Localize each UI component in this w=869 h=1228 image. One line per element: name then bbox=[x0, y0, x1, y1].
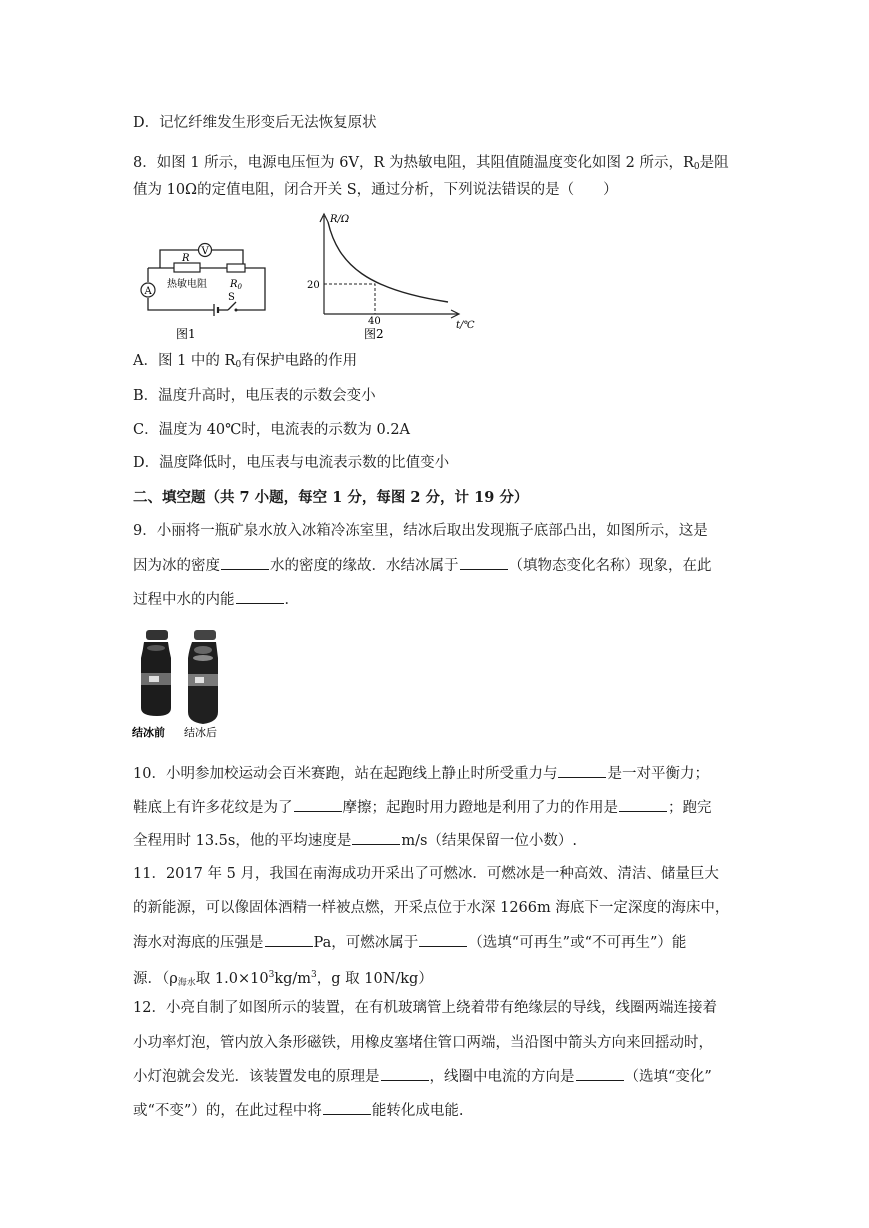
q8-stem-line1: 8．如图 1 所示，电源电压恒为 6V，R 为热敏电阻，其阻值随温度变化如图 2 所示，$R_0$是阻 bbox=[133, 155, 729, 172]
section-2-title: 二、填空题（共 7 小题，每空 1 分，每图 2 分，计 19 分） bbox=[133, 489, 529, 506]
svg-text:结冰前: 结冰前 bbox=[132, 726, 165, 739]
q8-option-c: C．温度为 40℃时，电流表的示数为 0.2A bbox=[133, 422, 411, 438]
svg-text:图2: 图2 bbox=[364, 327, 384, 341]
q9-bottle-figure bbox=[131, 628, 231, 740]
answer-blank[interactable] bbox=[294, 797, 342, 812]
svg-text:结冰后: 结冰后 bbox=[184, 726, 217, 739]
q9-line2: 因为冰的密度 水的密度的缘故．水结冰属于 （填物态变化名称）现象，在此 bbox=[133, 555, 712, 576]
q12-line2: 小功率灯泡，管内放入条形磁铁，用橡皮塞堵住管口两端，当沿图中箭头方向来回摇动时， bbox=[133, 1035, 713, 1051]
answer-blank[interactable] bbox=[460, 555, 508, 570]
q7-option-d: D．记忆纤维发生形变后无法恢复原状 bbox=[133, 115, 377, 131]
svg-text:图1: 图1 bbox=[176, 327, 196, 341]
answer-blank[interactable] bbox=[221, 555, 269, 570]
answer-blank[interactable] bbox=[558, 763, 606, 778]
q8-option-a: A．图 1 中的 $R_0$有保护电路的作用 bbox=[133, 353, 358, 370]
svg-text:R0: $R_0$ bbox=[230, 279, 242, 291]
q11-line1: 11．2017 年 5 月，我国在南海成功开采出了可燃冰．可燃冰是一种高效、清洁、储量巨大 bbox=[133, 866, 719, 882]
q9-line1: 9．小丽将一瓶矿泉水放入冰箱冷冻室里，结冰后取出发现瓶子底部凸出，如图所示，这是 bbox=[133, 523, 708, 539]
svg-text:20: 20 bbox=[307, 280, 320, 291]
svg-text:V: V bbox=[201, 246, 209, 257]
q12-line3: 小灯泡就会发光．该装置发电的原理是 ，线圈中电流的方向是 （选填“变化” bbox=[133, 1066, 712, 1087]
answer-blank[interactable] bbox=[576, 1066, 624, 1081]
q12-line4: 或“不变”）的，在此过程中将 能转化成电能. bbox=[133, 1100, 463, 1121]
q11-line4: 源．（$\rho_{海水}$取 $1.0\times 10^3kg/m^3$，g 取 10N/kg） bbox=[133, 970, 433, 988]
q8-option-b: B．温度升高时，电压表的示数会变小 bbox=[133, 388, 376, 404]
q9-line3: 过程中水的内能 ． bbox=[133, 589, 299, 610]
svg-text:S: S bbox=[228, 292, 235, 303]
q10-line1: 10．小明参加校运动会百米赛跑，站在起跑线上静止时所受重力与 是一对平衡力； bbox=[133, 763, 709, 784]
q12-line1: 12．小亮自制了如图所示的装置，在有机玻璃管上绕着带有绝缘层的导线，线圈两端连接着 bbox=[133, 1000, 717, 1016]
svg-text:R/Ω: R/Ω bbox=[330, 214, 350, 225]
svg-text:A: A bbox=[144, 286, 152, 297]
answer-blank[interactable] bbox=[265, 932, 313, 947]
answer-blank[interactable] bbox=[381, 1066, 429, 1081]
q11-line3: 海水对海底的压强是 Pa，可燃冰属于 （选填“可再生”或“不可再生”）能 bbox=[133, 932, 686, 953]
svg-text:R: R bbox=[182, 253, 190, 264]
q8-figure-1-circuit bbox=[130, 230, 280, 345]
answer-blank[interactable] bbox=[323, 1100, 371, 1115]
svg-text:40: 40 bbox=[368, 316, 381, 327]
answer-blank[interactable] bbox=[352, 830, 400, 845]
svg-text:t/℃: t/℃ bbox=[456, 320, 475, 331]
q10-line3: 全程用时 13.5s，他的平均速度是 m/s（结果保留一位小数）. bbox=[133, 830, 577, 851]
answer-blank[interactable] bbox=[419, 932, 467, 947]
svg-text:热敏电阻: 热敏电阻 bbox=[167, 279, 207, 290]
q8-option-d: D．温度降低时，电压表与电流表示数的比值变小 bbox=[133, 455, 450, 471]
q8-figure-2-graph bbox=[298, 210, 488, 345]
q11-line2: 的新能源，可以像固体酒精一样被点燃，开采点位于水深 1266m 海底下一定深度的海床中， bbox=[133, 900, 730, 916]
q8-stem-line2: 值为 10Ω的定值电阻，闭合开关 S，通过分析，下列说法错误的是（ ） bbox=[133, 182, 618, 198]
bottle-before-icon bbox=[141, 630, 171, 716]
answer-blank[interactable] bbox=[619, 797, 667, 812]
answer-blank[interactable] bbox=[236, 589, 284, 604]
bottle-after-icon bbox=[188, 630, 218, 724]
q10-line2: 鞋底上有许多花纹是为了 摩擦；起跑时用力蹬地是利用了力的作用是 ；跑完 bbox=[133, 797, 712, 818]
